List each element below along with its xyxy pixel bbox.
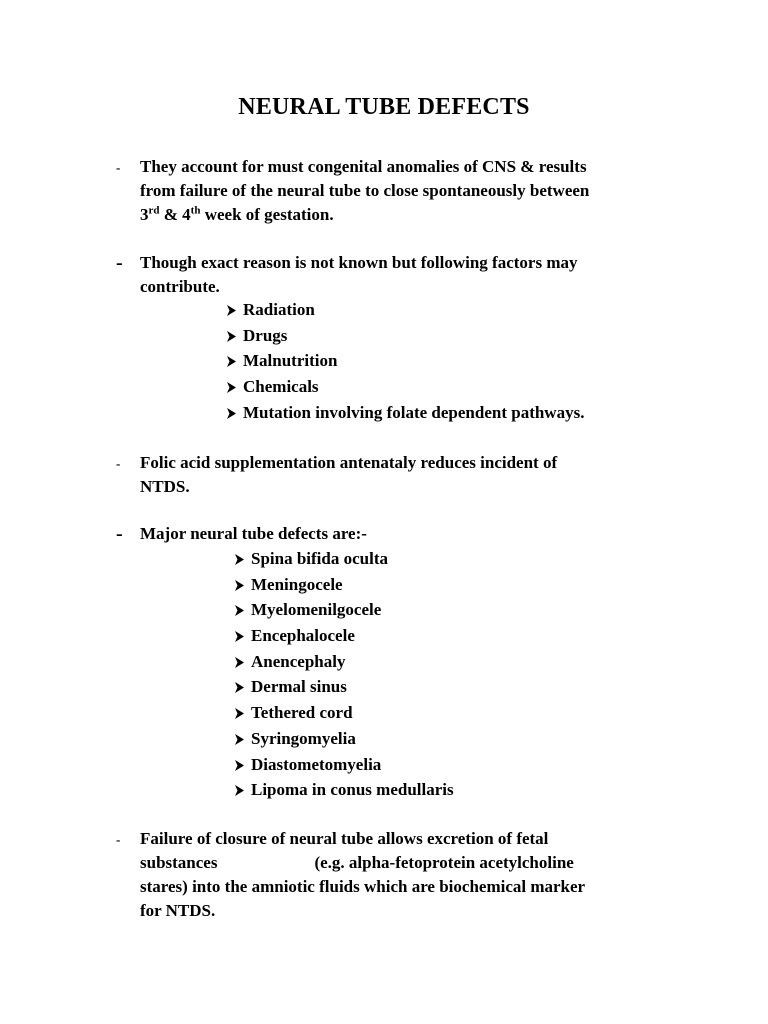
- arrowhead-bullet-icon: [227, 305, 236, 316]
- list-item: [235, 649, 454, 675]
- list-item-label: Syringomyelia: [251, 728, 356, 748]
- arrowhead-bullet-icon: [235, 760, 244, 771]
- text-fragment: & 4: [159, 205, 191, 224]
- list-item: [235, 752, 454, 778]
- list-item-label: Myelomenilgocele: [251, 600, 382, 620]
- paragraph-line: contribute.: [140, 277, 220, 296]
- list-item: [227, 374, 584, 400]
- paragraph-line: [140, 851, 720, 875]
- paragraph-line: Failure of closure of neural tube allows excretion of fetal: [140, 829, 549, 848]
- arrowhead-bullet-icon: [227, 331, 236, 342]
- ordinal-suffix: rd: [148, 204, 160, 217]
- list-item: [227, 400, 584, 426]
- list-item: [227, 323, 584, 349]
- arrowhead-bullet-icon: [235, 605, 244, 616]
- arrowhead-bullet-icon: [235, 708, 244, 719]
- list-item-label: Diastometomyelia: [251, 754, 382, 774]
- list-item: [235, 572, 454, 598]
- list-item-label: Chemicals: [243, 377, 319, 397]
- paragraph-line: Major neural tube defects are:-: [140, 524, 367, 543]
- arrowhead-bullet-icon: [235, 734, 244, 745]
- list-item: [235, 700, 454, 726]
- list-item-label: Dermal sinus: [251, 677, 347, 697]
- list-item-label: Tethered cord: [251, 703, 353, 723]
- text-fragment: (e.g. alpha-fetoprotein acetylcholine: [314, 853, 574, 872]
- paragraph-line: from failure of the neural tube to close spontaneously between: [140, 181, 590, 200]
- list-item: [235, 546, 454, 572]
- list-item-label: Drugs: [243, 325, 288, 345]
- text-fragment: substances: [140, 853, 218, 872]
- bullet-dash: -: [116, 252, 123, 274]
- paragraph-line: They account for must congenital anomalies of CNS & results: [140, 157, 587, 176]
- arrowhead-bullet-icon: [235, 554, 244, 565]
- list-item-label: Encephalocele: [251, 626, 355, 646]
- defect-list: [235, 546, 454, 803]
- paragraph-line: NTDS.: [140, 477, 190, 496]
- paragraph-line: for NTDS.: [140, 901, 216, 920]
- arrowhead-bullet-icon: [227, 408, 236, 419]
- list-item-label: Lipoma in conus medullaris: [251, 780, 454, 800]
- ordinal-number: 3: [140, 205, 149, 224]
- paragraph-line: Folic acid supplementation antenataly reduces incident of: [140, 453, 558, 472]
- text-fragment: week of gestation.: [200, 205, 334, 224]
- arrowhead-bullet-icon: [235, 657, 244, 668]
- arrowhead-bullet-icon: [235, 785, 244, 796]
- paragraph: [140, 251, 720, 299]
- arrowhead-bullet-icon: [235, 580, 244, 591]
- bullet-dash: -: [116, 160, 121, 175]
- list-item-label: Meningocele: [251, 574, 343, 594]
- ordinal-suffix: th: [190, 204, 201, 217]
- list-item: [227, 348, 584, 374]
- list-item: [235, 674, 454, 700]
- list-item-label: Radiation: [243, 300, 315, 319]
- list-item-label: Anencephaly: [251, 651, 346, 671]
- arrowhead-bullet-icon: [227, 382, 236, 393]
- list-item: [235, 726, 454, 752]
- list-item-label: Mutation involving folate dependent pathways.: [243, 402, 585, 422]
- list-item: [227, 297, 584, 323]
- list-item: [235, 623, 454, 649]
- page-title: NEURAL TUBE DEFECTS: [238, 94, 530, 120]
- paragraph: [140, 155, 720, 227]
- paragraph-line: Though exact reason is not known but following factors may: [140, 253, 578, 272]
- list-item: [235, 597, 454, 623]
- paragraph: [140, 451, 720, 499]
- paragraph: [140, 827, 720, 923]
- list-item-label: Malnutrition: [243, 351, 338, 371]
- arrowhead-bullet-icon: [235, 682, 244, 693]
- list-item: [235, 777, 454, 803]
- paragraph: [140, 522, 720, 546]
- arrowhead-bullet-icon: [227, 356, 236, 367]
- list-item-label: Spina bifida oculta: [251, 549, 388, 568]
- bullet-dash: -: [116, 456, 121, 471]
- factor-list: [227, 297, 584, 425]
- bullet-dash: -: [116, 832, 121, 847]
- bullet-dash: -: [116, 523, 123, 545]
- arrowhead-bullet-icon: [235, 631, 244, 642]
- paragraph-line: [140, 203, 720, 227]
- paragraph-line: stares) into the amniotic fluids which are biochemical marker: [140, 877, 586, 896]
